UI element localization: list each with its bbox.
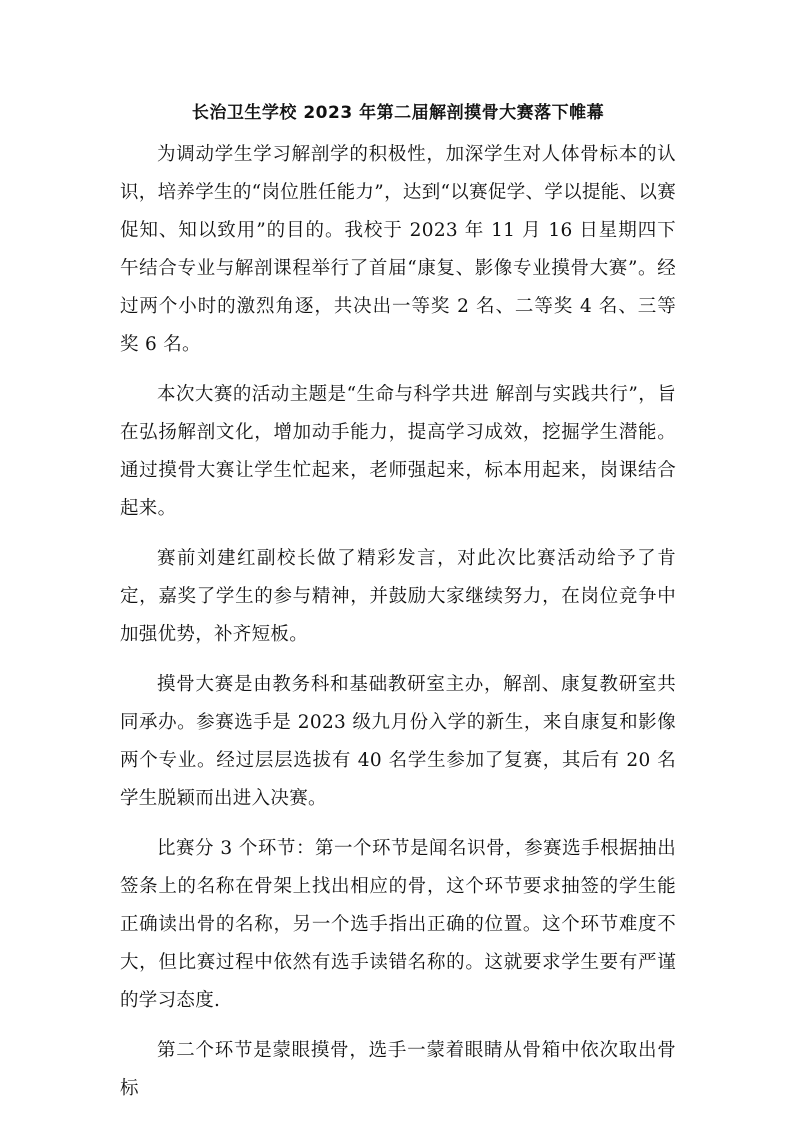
- paragraph-organizers: 摸骨大赛是由教务科和基础教研室主办，解剖、康复教研室共同承办。参赛选手是 2023 级九月份入学的新生，来自康复和影像两个专业。经过层层选拔有 40 名学生参加了复赛，其后有 20 名学生脱颖而出进入决赛。: [120, 674, 676, 809]
- paragraph-round-one: 比赛分 3 个环节：第一个环节是闻名识骨，参赛选手根据抽出签条上的名称在骨架上找出相应的骨，这个环节要求抽签的学生能正确读出骨的名称，另一个选手指出正确的位置。这个环节难度不大，但比赛过程中依然有选手读错名称的。这就要求学生要有严谨的学习态度.: [120, 838, 676, 1011]
- document-page: [120, 100, 676, 1120]
- paragraph-speech: 赛前刘建红副校长做了精彩发言，对此次比赛活动给予了肯定，嘉奖了学生的参与精神，并鼓励大家继续努力，在岗位竞争中加强优势，补齐短板。: [120, 548, 676, 645]
- paragraph-intro: 为调动学生学习解剖学的积极性，加深学生对人体骨标本的认识，培养学生的“岗位胜任能力”，达到“以赛促学、学以提能、以赛促知、知以致用”的目的。我校于 2023 年 11 月 16 日星期四下午结合专业与解剖课程举行了首届“康复、影像专业摸骨大赛”。经过两个小时的激烈角逐，共决出一等奖 2 名、二等奖 4 名、三等奖 6 名。: [120, 144, 676, 355]
- document-title: 长治卫生学校 2023 年第二届解剖摸骨大赛落下帷幕: [191, 103, 605, 123]
- paragraph-theme: 本次大赛的活动主题是“生命与科学共进 解剖与实践共行”，旨在弘扬解剖文化，增加动手能力，提高学习成效，挖掘学生潜能。通过摸骨大赛让学生忙起来，老师强起来，标本用起来，岗课结合起来。: [120, 384, 676, 519]
- paragraph-round-two: 第二个环节是蒙眼摸骨，选手一蒙着眼睛从骨箱中依次取出骨标: [120, 1040, 676, 1099]
